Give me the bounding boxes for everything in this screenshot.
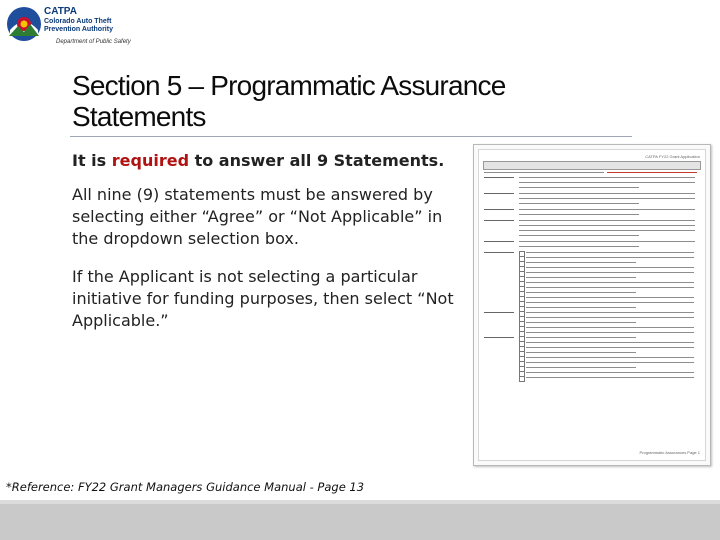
document-statement-label bbox=[484, 177, 514, 178]
document-text-line bbox=[519, 230, 695, 231]
document-text-line bbox=[519, 198, 695, 199]
document-text-line bbox=[526, 287, 694, 288]
document-text-line bbox=[526, 357, 694, 358]
document-text-line bbox=[519, 209, 695, 210]
footer-bar bbox=[0, 500, 720, 540]
document-text-line bbox=[526, 342, 694, 343]
document-text-line bbox=[526, 362, 694, 363]
document-text-line bbox=[519, 235, 639, 236]
document-text-line bbox=[526, 337, 636, 338]
document-text-line bbox=[519, 241, 695, 242]
document-text-line bbox=[519, 187, 639, 188]
paragraph-not-applicable: If the Applicant is not selecting a particular initiative for funding purposes, then select “Not Applicable.” bbox=[72, 267, 454, 330]
footer-bar-highlight bbox=[0, 500, 720, 504]
document-text-line bbox=[484, 172, 604, 173]
document-text-line bbox=[526, 257, 694, 258]
document-text-line bbox=[526, 317, 694, 318]
document-statement-label bbox=[484, 312, 514, 313]
document-text-line bbox=[526, 297, 694, 298]
document-text-line bbox=[526, 302, 694, 303]
document-text-line bbox=[519, 203, 639, 204]
document-text-line bbox=[526, 352, 636, 353]
document-statement-label bbox=[484, 220, 514, 221]
document-text-line bbox=[526, 347, 694, 348]
document-text-line bbox=[519, 193, 695, 194]
document-text-line-red bbox=[607, 172, 697, 173]
catpa-logo bbox=[6, 4, 156, 48]
document-text-line bbox=[519, 177, 695, 178]
document-text-line bbox=[526, 322, 636, 323]
document-statement-label bbox=[484, 209, 514, 210]
document-statement-label bbox=[484, 241, 514, 242]
document-text-line bbox=[519, 214, 639, 215]
paragraph-answer-options: All nine (9) statements must be answered by selecting either “Agree” or “Not Applicable” in the dropdown selection box. bbox=[72, 185, 443, 248]
document-text-line bbox=[526, 262, 636, 263]
document-checkbox bbox=[519, 376, 525, 382]
document-text-line bbox=[519, 220, 695, 221]
document-text-line bbox=[526, 367, 636, 368]
document-text-line bbox=[519, 182, 695, 183]
document-text-line bbox=[526, 332, 694, 333]
document-text-line bbox=[526, 327, 694, 328]
document-statement-label bbox=[484, 193, 514, 194]
title-divider bbox=[70, 136, 632, 137]
document-text-line bbox=[526, 282, 694, 283]
document-text-line bbox=[519, 246, 639, 247]
instruction-line bbox=[72, 150, 467, 172]
logo-acronym: CATPA bbox=[44, 6, 77, 17]
instruction-suffix: to answer all 9 Statements. bbox=[189, 151, 445, 170]
document-text-line bbox=[526, 292, 636, 293]
document-text-line bbox=[526, 277, 636, 278]
assurances-document-thumbnail bbox=[473, 144, 711, 466]
document-statement-label bbox=[484, 252, 514, 253]
document-text-line bbox=[526, 372, 694, 373]
logo-department: Department of Public Safety bbox=[56, 39, 131, 45]
document-statement-label bbox=[484, 337, 514, 338]
slide-title: Section 5 – Programmatic Assurance Statements bbox=[72, 70, 506, 132]
reference-note: *Reference: FY22 Grant Managers Guidance Manual - Page 13 bbox=[6, 480, 365, 494]
document-text-line bbox=[526, 252, 694, 253]
document-section-heading-bar bbox=[483, 161, 701, 170]
document-text-line bbox=[526, 267, 694, 268]
document-page bbox=[478, 149, 706, 461]
instruction-emphasis: required bbox=[111, 151, 190, 170]
document-text-line bbox=[519, 225, 695, 226]
document-text-line bbox=[526, 272, 694, 273]
instruction-prefix: It is bbox=[72, 151, 112, 170]
logo-org-name: Colorado Auto Theft Prevention Authority bbox=[44, 18, 113, 33]
document-footer-text: Programmatic Assurances Page 1 bbox=[639, 450, 700, 455]
slide-body bbox=[72, 150, 467, 348]
document-text-line bbox=[526, 377, 694, 378]
document-text-line bbox=[526, 312, 694, 313]
colorado-logo-icon bbox=[6, 6, 42, 42]
document-header-text: CATPA FY22 Grant Application bbox=[645, 154, 700, 159]
document-text-line bbox=[526, 307, 636, 308]
